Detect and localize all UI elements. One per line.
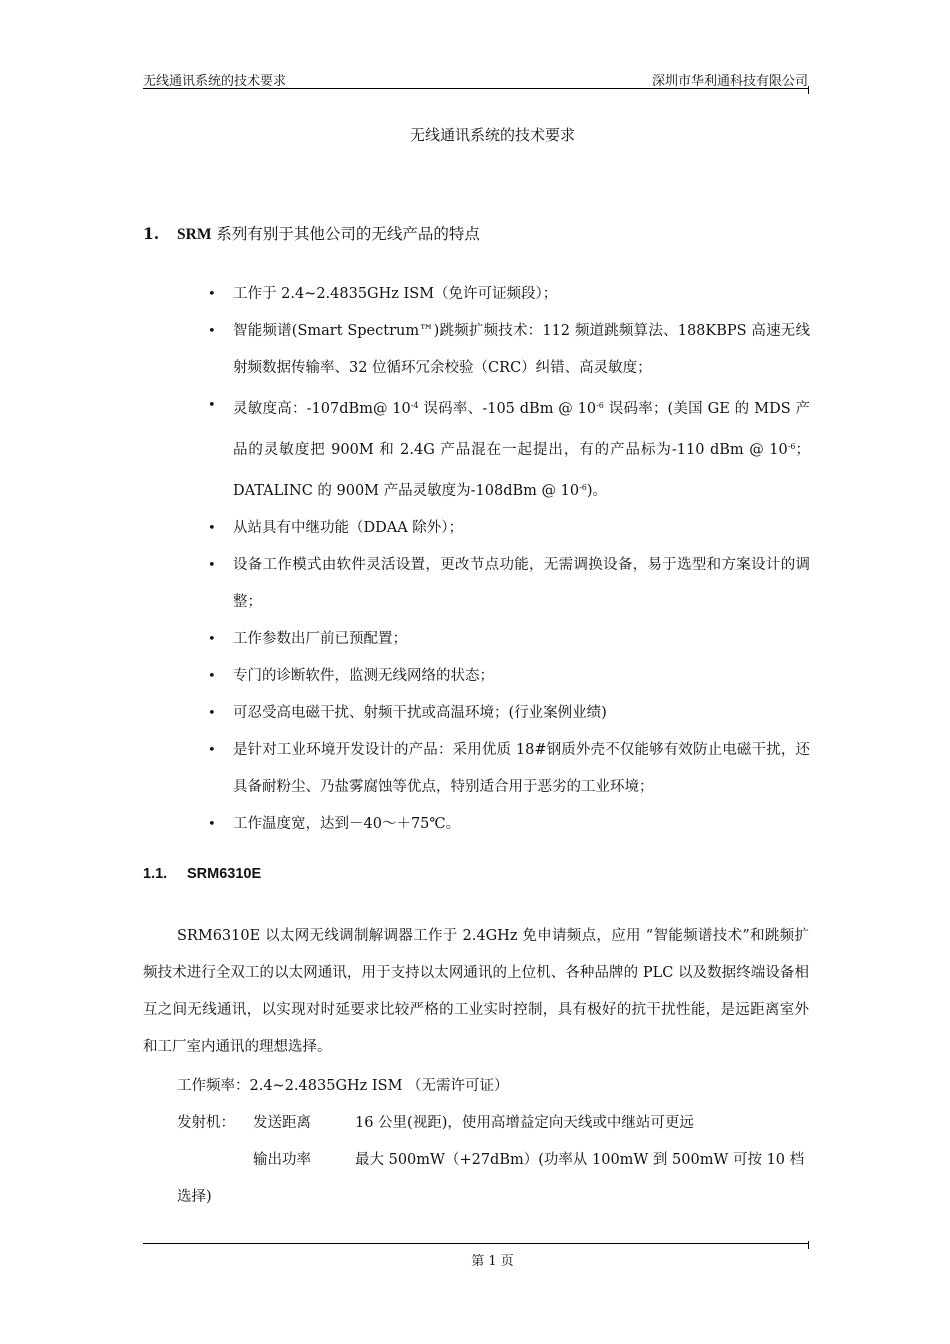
spec-frequency-label: 工作频率： <box>177 1078 250 1094</box>
feature-item: • 从站具有中继功能（DDAA 除外）； <box>208 510 810 547</box>
feature-item: • 可忍受高电磁干扰、射频干扰或高温环境；(行业案例业绩) <box>208 695 810 732</box>
exponent: -6 <box>787 442 796 451</box>
section-1-1-heading <box>143 866 261 882</box>
spec-range-label: 发送距离 <box>253 1115 311 1131</box>
sensitivity-text: 灵敏度高：-107dBm@ 10 <box>233 401 411 417</box>
feature-item: • 智能频谱(Smart Spectrum™)跳频扩频技术：112 频道跳频算法、188KBPS 高速无线射频数据传输率、32 位循环冗余校验（CRC）纠错、高灵敏度； <box>208 313 810 387</box>
spec-power-label: 输出功率 <box>253 1152 311 1168</box>
feature-item: • 工作于 2.4~2.4835GHz ISM（免许可证频段）； <box>208 276 810 313</box>
sensitivity-text: )。 <box>586 483 608 499</box>
section-1-number: 1. <box>143 224 160 243</box>
feature-item: • 专门的诊断软件，监测无线网络的状态； <box>208 658 810 695</box>
feature-list <box>208 276 810 843</box>
section-1-brand: SRM <box>177 226 212 243</box>
sensitivity-text: 误码率、-105 dBm @ 10 <box>418 401 597 417</box>
footer-divider <box>143 1243 809 1244</box>
exponent: -4 <box>410 401 419 410</box>
sensitivity-text: ；DATALINC 的 900M 产品灵敏度为-108dBm @ 10 <box>233 442 810 499</box>
spec-frequency-value: 2.4~2.4835GHz ISM （无需许可证） <box>249 1078 509 1094</box>
section-1-1-title: SRM6310E <box>187 866 262 882</box>
spec-frequency-row <box>177 1074 509 1095</box>
feature-item: • 工作参数出厂前已预配置； <box>208 621 810 658</box>
header-divider-tick <box>808 86 809 94</box>
feature-item: • 工作温度宽，达到－40～＋75℃。 <box>208 806 810 843</box>
section-1-title: 系列有别于其他公司的无线产品的特点 <box>216 225 480 243</box>
sensitivity-text: 误码率；(美国 GE 的 MDS 产品的灵敏度把 900M 和 2.4G 产品混在一起提出，有的产品标为-110 dBm @ 10 <box>233 401 811 458</box>
product-intro-paragraph: SRM6310E 以太网无线调制解调器工作于 2.4GHz 免申请频点，应用 “智能频谱技术”和跳频扩频技术进行全双工的以太网通讯，用于支持以太网通讯的上位机、各种品牌的 PLC 以及数据终端设备相互之间无线通讯，以实现对时延要求比较严格的工业实时控制，具有极好的抗干扰性能，是远距离室外和工厂室内通讯的理想选择。 <box>143 928 809 1055</box>
spec-power-value: 最大 500mW（+27dBm）(功率从 100mW 到 500mW 可按 10 档 <box>355 1152 805 1168</box>
section-1-1-number: 1.1. <box>143 866 168 882</box>
spec-transmitter-label: 发射机： <box>177 1115 235 1131</box>
page-number: 第 1 页 <box>471 1254 514 1269</box>
feature-item-sensitivity <box>208 387 810 510</box>
section-1-heading <box>143 222 480 244</box>
header-divider <box>143 88 809 89</box>
exponent: -6 <box>596 401 604 410</box>
document-title: 无线通讯系统的技术要求 <box>409 126 575 144</box>
feature-item: • 是针对工业环境开发设计的产品：采用优质 18#钢质外壳不仅能够有效防止电磁干扰，还具备耐粉尘、乃盐雾腐蚀等优点，特别适合用于恶劣的工业环境； <box>208 732 810 806</box>
spec-power-continuation: 选择) <box>177 1189 212 1205</box>
footer-divider-tick <box>808 1241 809 1249</box>
exponent: -6 <box>579 483 587 492</box>
header-company-name: 深圳市华利通科技有限公司 <box>651 74 808 89</box>
header-left-title: 无线通讯系统的技术要求 <box>143 74 287 89</box>
feature-item: • 设备工作模式由软件灵活设置，更改节点功能，无需调换设备，易于选型和方案设计的调整； <box>208 547 810 621</box>
spec-range-value: 16 公里(视距)，使用高增益定向天线或中继站可更远 <box>355 1115 694 1131</box>
